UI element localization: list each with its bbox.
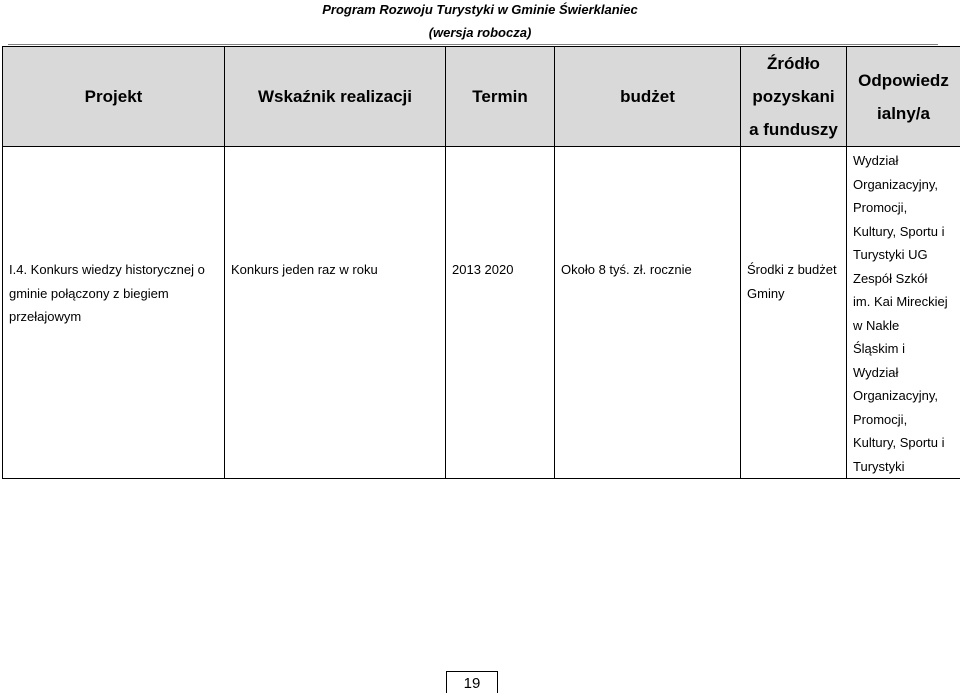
cell-budzet <box>555 147 741 479</box>
cell-odpowiedzialny <box>847 147 960 479</box>
column-header-projekt: Projekt <box>3 47 225 147</box>
cell-wskaznik <box>225 147 446 479</box>
cell-zrodlo <box>741 147 847 479</box>
page-number: 19 <box>446 671 498 693</box>
cell-projekt <box>3 147 225 479</box>
column-header-wskaznik: Wskaźnik realizacji <box>225 47 446 147</box>
term-text: 2013 2020 <box>446 147 554 282</box>
cell-termin <box>446 147 555 479</box>
header-divider <box>8 44 938 45</box>
indicator-text: Konkurs jeden raz w roku <box>225 147 445 282</box>
column-header-budzet: budżet <box>555 47 741 147</box>
project-table <box>2 46 960 479</box>
project-description: I.4. Konkurs wiedzy historycznej o gminie połączony z biegiem przełajowym <box>3 147 224 329</box>
document-title: Program Rozwoju Turystyki w Gminie Świerklaniec <box>0 2 960 17</box>
table-header-row <box>3 47 960 147</box>
column-header-zrodlo: Źródło pozyskani a funduszy <box>741 47 847 147</box>
document-subtitle: (wersja robocza) <box>0 25 960 40</box>
column-header-odpowiedzialny: Odpowiedz ialny/a <box>847 47 960 147</box>
table-row <box>3 147 960 479</box>
funding-source-text: Środki z budżet Gminy <box>741 147 846 305</box>
budget-text: Około 8 tyś. zł. rocznie <box>555 147 740 282</box>
responsible-text: Wydział Organizacyjny, Promocji, Kultury, Sportu i Turystyki UG Zespół Szkół im. Kai Mireckiej w Nakle Śląskim i Wydział Organizacyjny, Promocji, Kultury, Sportu i Turystyki <box>847 147 960 478</box>
column-header-termin: Termin <box>446 47 555 147</box>
